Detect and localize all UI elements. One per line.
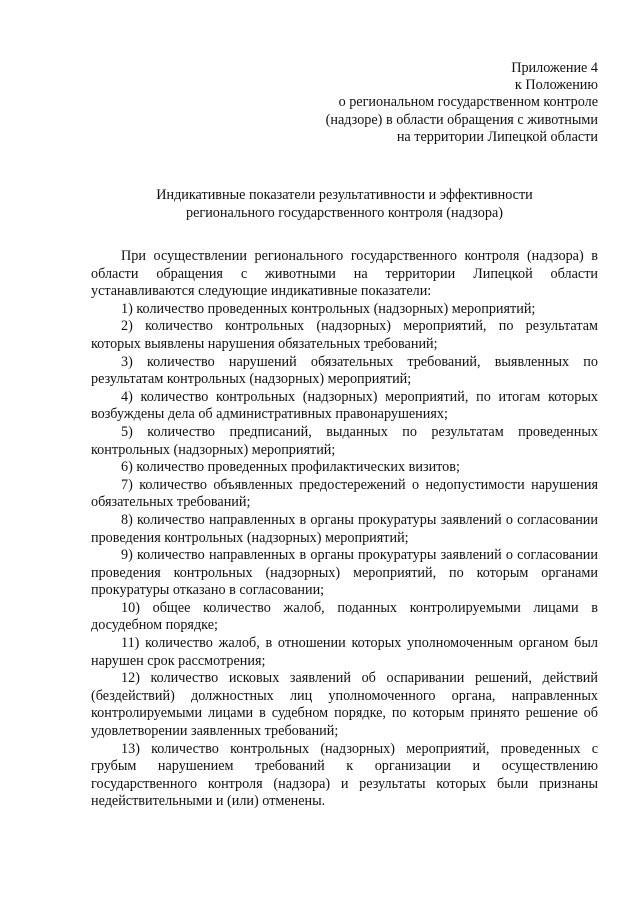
indicator-item-1: 1) количество проведенных контрольных (надзорных) мероприятий; bbox=[121, 300, 536, 317]
indicator-item-2: 2) количество контрольных (надзорных) мероприятий, по результатам которых выявлены нарушения обязательных требований; bbox=[91, 318, 598, 352]
indicator-item-4: 4) количество контрольных (надзорных) мероприятий, по итогам которых возбуждены дела об административных правонарушениях; bbox=[91, 388, 598, 423]
appendix-line: на территории Липецкой области bbox=[396, 128, 598, 145]
indicator-item-9: 9) количество направленных в органы прокуратуры заявлений о согласовании проведения контрольных (надзорных) мероприятий, по которым органами прокуратуры отказано в согласовании; bbox=[91, 547, 598, 599]
indicator-item-11: 11) количество жалоб, в отношении которых уполномоченным органом был нарушен срок рассмотрения; bbox=[91, 635, 598, 669]
indicator-item-5: 5) количество предписаний, выданных по результатам проведенных контрольных (надзорных) мероприятий; bbox=[91, 423, 598, 458]
indicator-item-7: 7) количество объявленных предостережений о недопустимости нарушения обязательных требований; bbox=[91, 476, 598, 511]
document-body bbox=[91, 248, 598, 811]
indicator-item-3: 3) количество нарушений обязательных требований, выявленных по результатам контрольных (надзорных) мероприятий; bbox=[91, 353, 598, 388]
title-line: регионального государственного контроля (надзора) bbox=[186, 204, 503, 221]
appendix-line: (надзоре) в области обращения с животными bbox=[325, 111, 598, 128]
appendix-line: к Положению bbox=[514, 77, 598, 94]
indicator-item-13: 13) количество контрольных (надзорных) мероприятий, проведенных с грубым нарушением требований к организации и осуществлению государственного контроля (надзора) и результаты которых были признаны недействительными и (или) отменены. bbox=[91, 740, 598, 810]
title-line: Индикативные показатели результативности и эффективности bbox=[156, 187, 533, 204]
indicator-item-8: 8) количество направленных в органы прокуратуры заявлений о согласовании проведения контрольных (надзорных) мероприятий; bbox=[91, 511, 598, 546]
intro-paragraph: При осуществлении регионального государственного контроля (надзора) в области обращения с животными на территории Липецкой области устанавливаются следующие индикативные показатели: bbox=[91, 248, 598, 300]
appendix-line: о региональном государственном контроле bbox=[338, 94, 598, 111]
document-title bbox=[91, 187, 598, 222]
indicator-item-10: 10) общее количество жалоб, поданных контролируемыми лицами в досудебном порядке; bbox=[91, 599, 598, 634]
appendix-line: Приложение 4 bbox=[511, 60, 598, 76]
indicator-item-6: 6) количество проведенных профилактических визитов; bbox=[121, 459, 460, 476]
appendix-header bbox=[91, 60, 598, 146]
indicator-item-12: 12) количество исковых заявлений об оспаривании решений, действий (бездействий) должностных лиц уполномоченного органа, направленных контролируемыми лицами в судебном порядке, по которым принято решение об удовлетворении заявленных требований; bbox=[91, 670, 598, 740]
